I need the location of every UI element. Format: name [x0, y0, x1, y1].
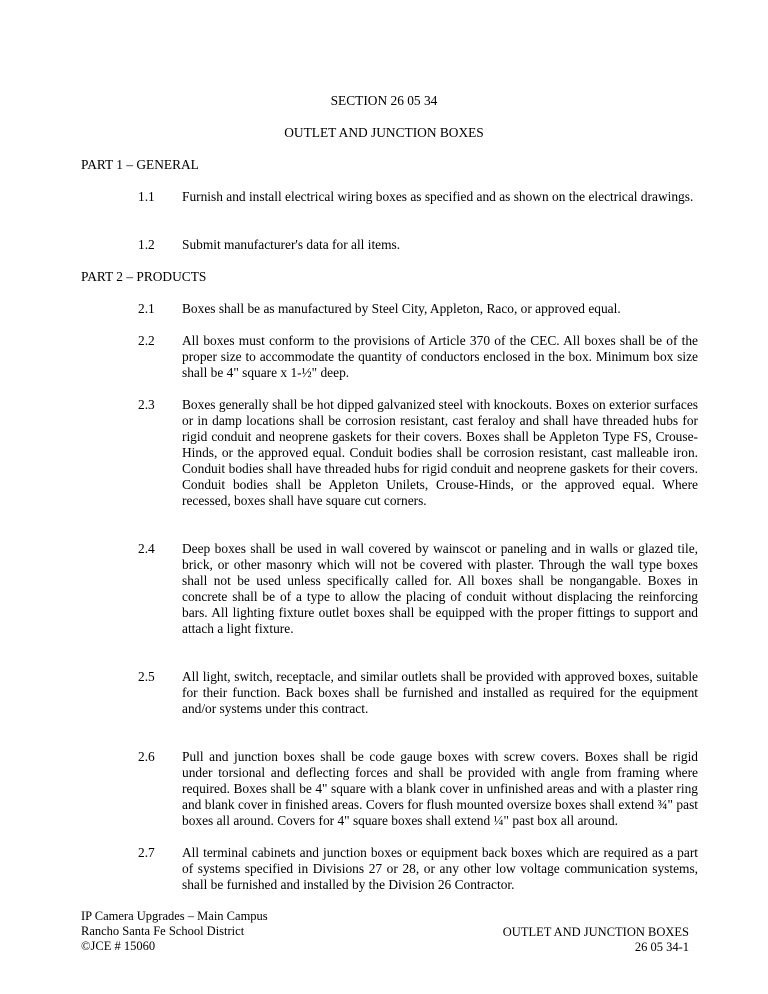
item-number: 2.1: [138, 301, 155, 316]
item-number: 2.2: [138, 333, 155, 348]
item-number: 2.5: [138, 669, 155, 684]
list-item: [138, 189, 698, 205]
footer-project: IP Camera Upgrades – Main Campus: [81, 909, 268, 923]
item-text: Submit manufacturer's data for all items.: [182, 237, 401, 252]
list-item: [138, 237, 698, 253]
item-text: All boxes must conform to the provisions of Article 370 of the CEC. All boxes shall be of the proper size to accommodate the quantity of conductors enclosed in the box. Minimum box size shall be 4" square x 1-½" deep.: [182, 333, 698, 380]
list-item: [138, 845, 698, 893]
footer-project-info: [81, 909, 268, 954]
item-number: 2.7: [138, 845, 155, 860]
item-text: All terminal cabinets and junction boxes or equipment back boxes which are required as a part of systems specified in Divisions 27 or 28, or any other low voltage communication systems, shall be furnished and installed by the Division 26 Contractor.: [182, 845, 698, 892]
item-number: 2.4: [138, 541, 155, 556]
item-text: Boxes generally shall be hot dipped galvanized steel with knockouts. Boxes on exterior surfaces or in damp locations shall be corrosion resistant, cast feraloy and shall have threaded hubs for rigid conduit and neoprene gaskets for their covers. Boxes shall be Appleton Type FS, Crouse-Hinds, or the approved equal. Conduit bodies shall be corrosion resistant, cast malleable iron. Conduit bodies shall have threaded hubs for rigid conduit and neoprene gaskets for their covers. Conduit bodies shall be Appleton Unilets, Crouse-Hinds, or the approved equal. Where recessed, boxes shall have square cut corners.: [182, 397, 698, 508]
section-title: OUTLET AND JUNCTION BOXES: [284, 125, 484, 140]
item-number: 1.2: [138, 237, 155, 252]
item-number: 2.3: [138, 397, 155, 412]
item-number: 2.6: [138, 749, 155, 764]
item-text: Boxes shall be as manufactured by Steel City, Appleton, Raco, or approved equal.: [182, 301, 621, 316]
footer-section-title: OUTLET AND JUNCTION BOXES: [502, 925, 689, 939]
list-item: [138, 333, 698, 381]
item-text: Pull and junction boxes shall be code gauge boxes with screw covers. Boxes shall be rigid under torsional and deflecting forces and shall be provided with angle from framing where required. Boxes shall be 4" square with a blank cover in unfinished areas and with a plaster ring and blank cover in finished areas. Covers for flush mounted oversize boxes shall extend ¾" past boxes all around. Covers for 4" square boxes shall extend ¼" past box all around.: [182, 749, 698, 828]
list-item: [138, 749, 698, 829]
list-item: [138, 669, 698, 717]
item-text: Deep boxes shall be used in wall covered by wainscot or paneling and in walls or glazed tile, brick, or other masonry which will not be covered with plaster. Through the wall type boxes shall not be used unless specifically called for. All boxes shall be nongangable. Boxes in concrete shall be of a type to allow the placing of conduit without displacing the reinforcing bars. All lighting fixture outlet boxes shall be equipped with the proper fittings to support and attach a light fixture.: [182, 541, 698, 636]
footer-page-number: 26 05 34-1: [634, 940, 689, 954]
footer-page-info: [503, 925, 689, 955]
item-text: All light, switch, receptacle, and similar outlets shall be provided with approved boxes, suitable for their function. Back boxes shall be furnished and installed as required for the equipment and/or systems under this contract.: [182, 669, 698, 716]
list-item: [138, 541, 698, 637]
part1-heading: PART 1 – GENERAL: [81, 157, 199, 172]
list-item: [138, 301, 698, 317]
item-text: Furnish and install electrical wiring boxes as specified and as shown on the electrical drawings.: [182, 189, 694, 204]
footer-job-number: ©JCE # 15060: [81, 939, 156, 953]
item-number: 1.1: [138, 189, 155, 204]
list-item: [138, 397, 698, 509]
part2-heading: PART 2 – PRODUCTS: [81, 269, 207, 284]
section-number: SECTION 26 05 34: [330, 93, 438, 108]
footer-client: Rancho Santa Fe School District: [81, 924, 245, 938]
